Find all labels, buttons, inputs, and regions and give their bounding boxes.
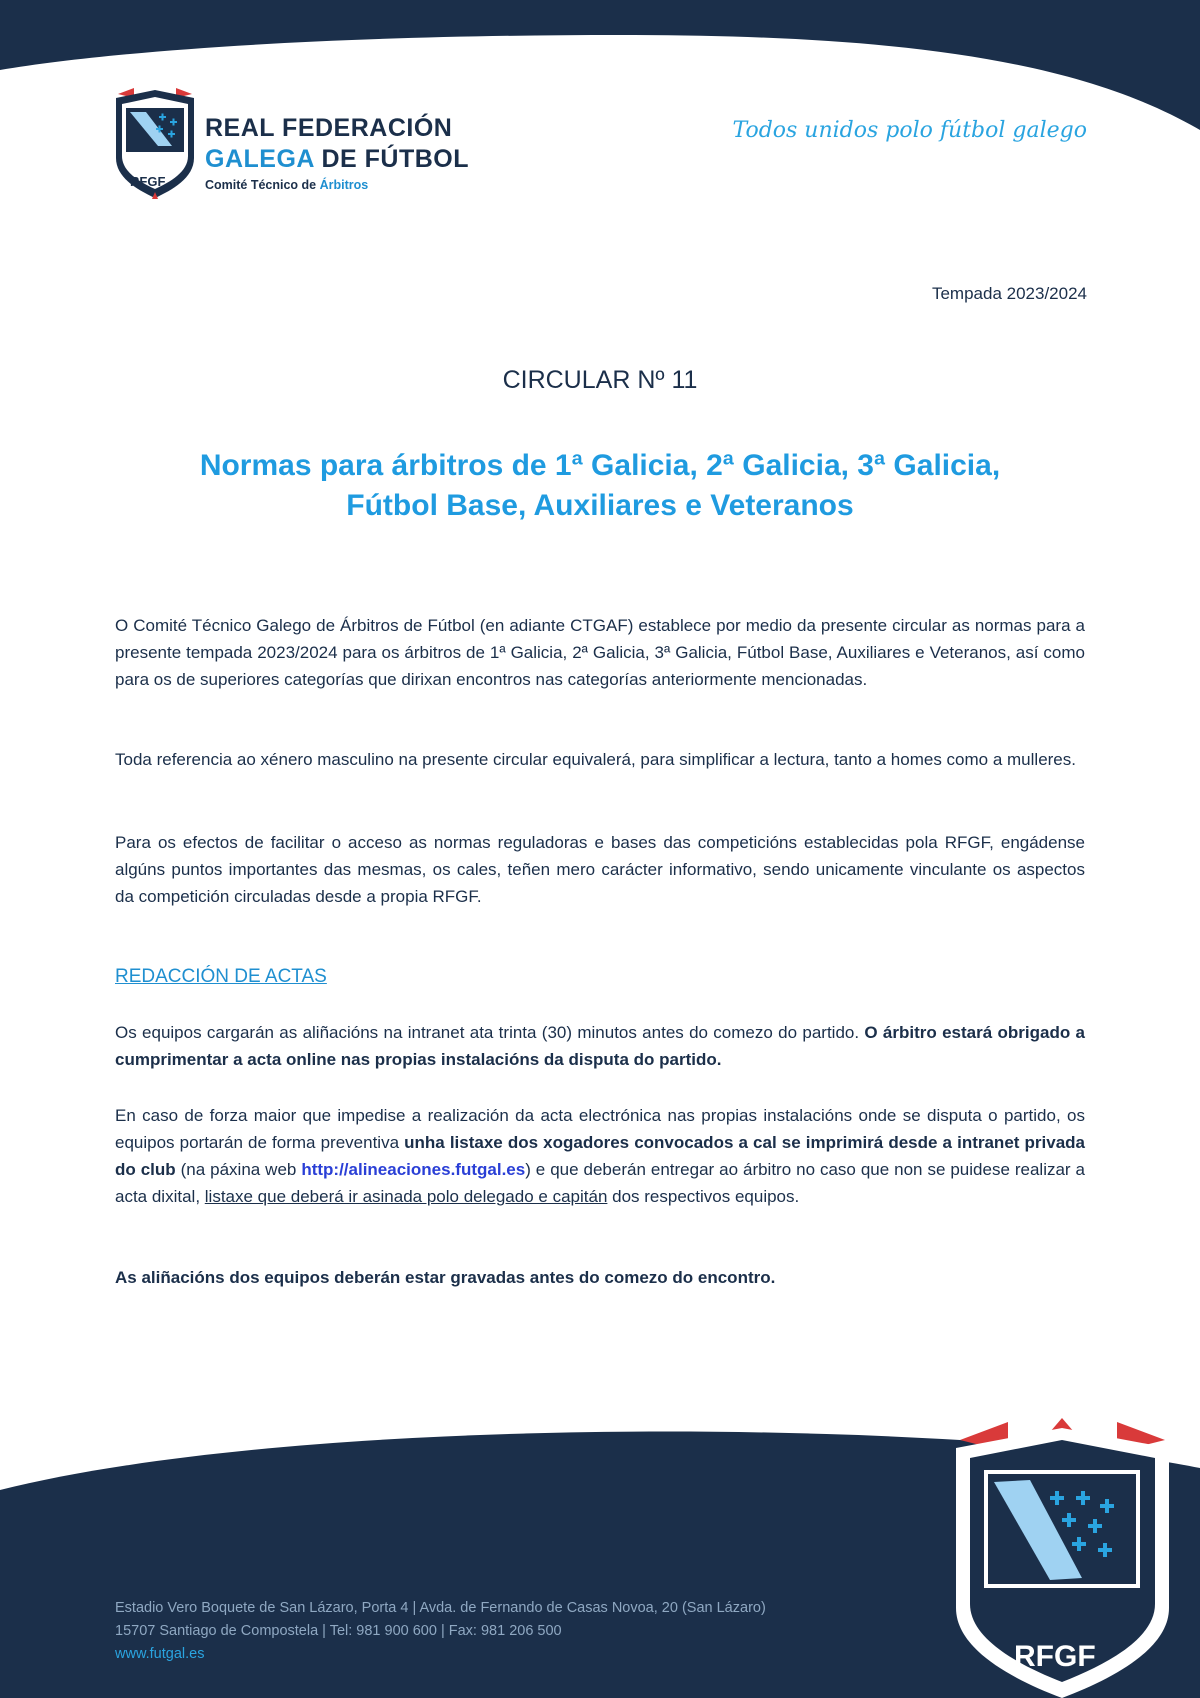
paragraph-gender: Toda referencia ao xénero masculino na presente circular equivalerá, para simplificar a lectura, tanto a homes como a mulleres. [115,750,1076,769]
p5-bold: unha listaxe dos xogadores convocados a cal se imprimirá desde a intranet privada do club [115,1133,1085,1179]
p5-text-a: En caso de forza maior que impedise a realización da acta electrónica nas propias instalacións onde se disputa o partido, os equipos portarán de forma preventiva [115,1106,1085,1152]
org-name-galega: GALEGA [205,145,315,173]
main-title-line1: Normas para árbitros de 1ª Galicia, 2ª Galicia, 3ª Galicia, [199,449,1001,482]
org-subtitle-b: Árbitros [319,178,369,192]
section-heading-actas: REDACCIÓN DE ACTAS [115,966,327,987]
circular-number: CIRCULAR Nº 11 [502,366,698,394]
p5-underlined: listaxe que deberá ir asinada polo delegado e capitán [204,1187,608,1206]
p4-bold: O árbitro estará obrigado a cumprimentar a acta online nas propias instalacións da disputa do partido. [115,1023,1085,1069]
footer-address [115,1597,766,1666]
org-subtitle-a: Comité Técnico de [205,178,320,192]
season-label: Tempada 2023/2024 [931,284,1087,303]
p5-text-d: ) e que deberán entregar ao árbitro no caso que non se puidese realizar a acta dixital, [115,1160,1085,1206]
paragraph-rules: Para os efectos de facilitar o acceso as normas reguladoras e bases das competicións establecidas pola RFGF, engádense algúns puntos importantes das mesmas, os cales, teñen mero carácter informativo, sendo unicamente vinculante os aspectos da competición circuladas desde a propia RFGF. [115,833,1085,906]
p6-bold: As aliñacións dos equipos deberán estar gravadas antes do comezo do encontro. [115,1268,776,1287]
slogan: Todos unidos polo fútbol galego [732,118,1087,143]
org-name-futbol: DE FÚTBOL [314,145,470,173]
main-title [0,446,1200,526]
paragraph-aliñacions [115,1019,1085,1073]
footer-line2: 15707 Santiago de Compostela | Tel: 981 900 600 | Fax: 981 206 500 [115,1623,562,1639]
org-subtitle [205,178,368,192]
paragraph-gravadas [115,1264,1085,1291]
paragraph-forza-maior [115,1102,1085,1210]
footer-line1: Estadio Vero Boquete de San Lázaro, Porta 4 | Avda. de Fernando de Casas Novoa, 20 (San Lázaro) [115,1600,766,1616]
footer-website-link[interactable]: www.futgal.es [115,1646,205,1662]
paragraph-intro: O Comité Técnico Galego de Árbitros de Fútbol (en adiante CTGAF) establece por medio da presente circular as normas para a presente tempada 2023/2024 para os árbitros de 1ª Galicia, 2ª Galicia, 3ª Galicia, Fútbol Base, Auxiliares e Veteranos, así como para os de superiores categorías que dirixan encontros nas categorías anteriormente mencionadas. [115,616,1085,689]
org-name-line2 [205,145,469,174]
alineaciones-link[interactable]: http://alineaciones.futgal.es [301,1160,526,1179]
p4-text: Os equipos cargarán as aliñacións na intranet ata trinta (30) minutos antes do comezo do partido. [115,1023,865,1042]
logo-text: RFGF [130,174,166,189]
crest-text: RFGF [1014,1640,1096,1673]
p5-text-f: dos respectivos equipos. [607,1187,800,1206]
p5-text-c: (na páxina web [175,1160,302,1179]
org-name-line1: REAL FEDERACIÓN [205,114,453,142]
main-title-line2: Fútbol Base, Auxiliares e Veteranos [346,489,854,522]
